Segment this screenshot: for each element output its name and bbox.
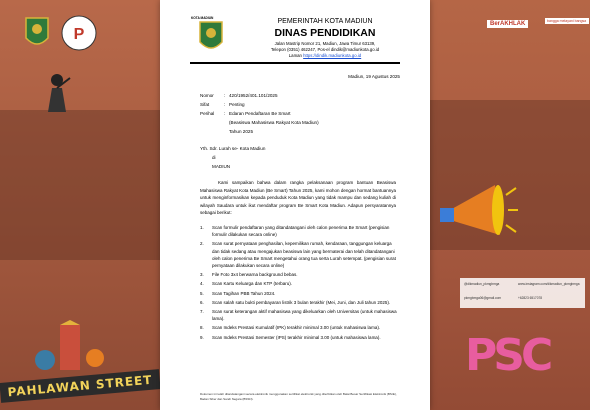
requirement-item (200, 280, 400, 287)
letterhead-small-label: KOTA MADIUN (191, 16, 214, 20)
letterhead-address (230, 41, 420, 59)
requirement-text: Scan Kartu Keluarga dan KTP (terbaru). (212, 281, 292, 287)
landmark-illustration (30, 320, 110, 370)
requirement-text: Scan Indeks Prestasi Semester (IPS) terakhir minimal 3.00 (untuk mahasiswa lama). (212, 334, 381, 340)
megaphone-icon (440, 170, 520, 250)
intro-paragraph: Kami sampaikan bahwa dalam rangka pelaksanaan program bantuan Beasiswa Mahasiswa Rakyat Kota Madiun (Be Smart) Tahun 2025, kami mohon dengan hormat bantuannya untuk menginformasikan kepada penduduk Kota Madiun yang tidak mampu dan sedang kuliah di wilayah Saudara untuk ikut mendaftar program Be Smart Kota Madiun. Adapun persyaratannya sebagai berikut: (200, 180, 396, 216)
requirement-number: 1. (200, 225, 204, 230)
requirement-number: 3. (200, 272, 204, 278)
recipient-line-3: MADIUN (212, 164, 231, 169)
mascot-icon (42, 72, 72, 112)
government-name: PEMERINTAH KOTA MADIUN (277, 18, 373, 25)
letterhead-logo (198, 20, 224, 54)
requirement-item (200, 308, 400, 322)
sifat-colon: : (224, 102, 226, 107)
social-email: pkmgbmga06@gmail.com (464, 296, 502, 300)
nomor-label: Nomor (200, 93, 214, 98)
letter-date: Madiun, 19 Agustus 2025 (348, 74, 400, 79)
kota-madiun-logo (24, 16, 50, 50)
requirement-text: Scan surat keterangan aktif mahasiswa yang dikeluarkan oleh Universitas (untuk mahasiswa lama). (212, 309, 397, 322)
requirement-number: 8. (200, 325, 204, 331)
pahlawan-street-banner: PAHLAWAN STREET (0, 369, 161, 403)
requirement-number: 2. (200, 241, 204, 247)
building-image (0, 110, 160, 260)
perihal-colon: : (224, 111, 226, 116)
requirement-item (200, 324, 400, 331)
department-name: DINAS PENDIDIKAN (274, 27, 376, 39)
requirement-item (200, 334, 400, 341)
perihal-value-1: Edaran Pendaftaran Be Smart (229, 111, 291, 116)
nomor-value: 420/1952/401.101/2025 (229, 93, 278, 98)
circle-logo (60, 14, 98, 52)
sifat-value: Penting (229, 102, 245, 107)
requirement-item (200, 271, 400, 278)
bangga-melayani-logo: bangga melayani bangsa (545, 18, 589, 24)
sifat-label: Sifat (200, 102, 210, 107)
social-phone: +62823 6517078 (518, 296, 543, 300)
letterhead-divider (190, 62, 400, 64)
requirement-item (200, 299, 400, 306)
social-handle-2: www.instagram.com/dikmadiun_pkmgbmga (518, 282, 580, 286)
requirement-number: 4. (200, 281, 204, 287)
requirements-list (200, 224, 400, 343)
social-panel (460, 278, 585, 308)
perihal-label: Perihal (200, 111, 215, 116)
address-line-1: Jalan Mastrip Nomor 21, Madiun, Jawa Timur 63139, (274, 41, 376, 46)
address-line-2: Telepon (0351) 462247, Pos-el dindik@madiunkota.go.id (270, 47, 380, 52)
social-handle-1: @dikmadiun_pkmgbmga (464, 282, 500, 286)
requirement-text: Scan Indeks Prestasi Kumulatif (IPK) terakhir minimal 3.00 (untuk mahasiswa lama). (212, 325, 381, 331)
footer-note: Dokumen ini telah ditandatangani secara elektronik menggunakan sertifikat elektronik yang diterbitkan oleh Balai Besar Sertifikasi Elektronik (BSrE), Badan Siber dan Sandi Negara (BSSN). (200, 392, 397, 401)
recipient-line-2: di (212, 155, 216, 160)
letter-document (160, 0, 430, 410)
requirement-text: Scan formulir pendaftaran yang ditandatangani oleh calon penerima Be Smart (pengisian formulir dilakukan secara online) (212, 225, 390, 238)
recipient-line-1: Yth. Sdr. Lurah se- Kota Madiun (200, 146, 266, 151)
circle-logo-text: P (73, 26, 85, 43)
requirement-number: 5. (200, 290, 204, 296)
requirement-item (200, 240, 400, 269)
psc-logo: PSC (465, 330, 550, 381)
requirement-item (200, 224, 400, 238)
requirement-text: Scan salah satu bukti pembayaran listrik 3 bulan terakhir (Mei, Juni, dan Juli tahun 2025). (212, 299, 391, 305)
perihal-value-3: Tahun 2025 (229, 129, 254, 134)
perihal-value-2: (Beasiswa Mahasiswa Rakyat Kota Madiun) (229, 120, 319, 125)
address-line-3 (230, 53, 420, 59)
requirement-text: Scan Tagihan PBB Tahun 2024. (212, 290, 276, 296)
requirement-number: 7. (200, 309, 204, 315)
berakhlak-logo: BerAKHLAK (487, 20, 528, 28)
website-link[interactable]: https://dindik.madiunkota.go.id (303, 53, 362, 58)
requirement-number: 6. (200, 299, 204, 305)
requirement-number: 9. (200, 334, 204, 340)
requirement-text: Scan surat pernyataan penghasilan, kepemilikan rumah, kendaraan, tanggungan keluarga dan tidak sedang atau mengajukan beasiswa lain yang bermaterai dan telah ditandatangani oleh calon penerima Be Smart mengetahui orang tua serta Lurah setempat. (pengisian surat pernyataan dilakukan secara online) (212, 241, 396, 269)
website-prefix: Laman (288, 53, 302, 58)
nomor-colon: : (224, 93, 226, 98)
requirement-item (200, 290, 400, 297)
requirement-text: File Foto 3x4 berwarna background bebas. (212, 272, 298, 278)
